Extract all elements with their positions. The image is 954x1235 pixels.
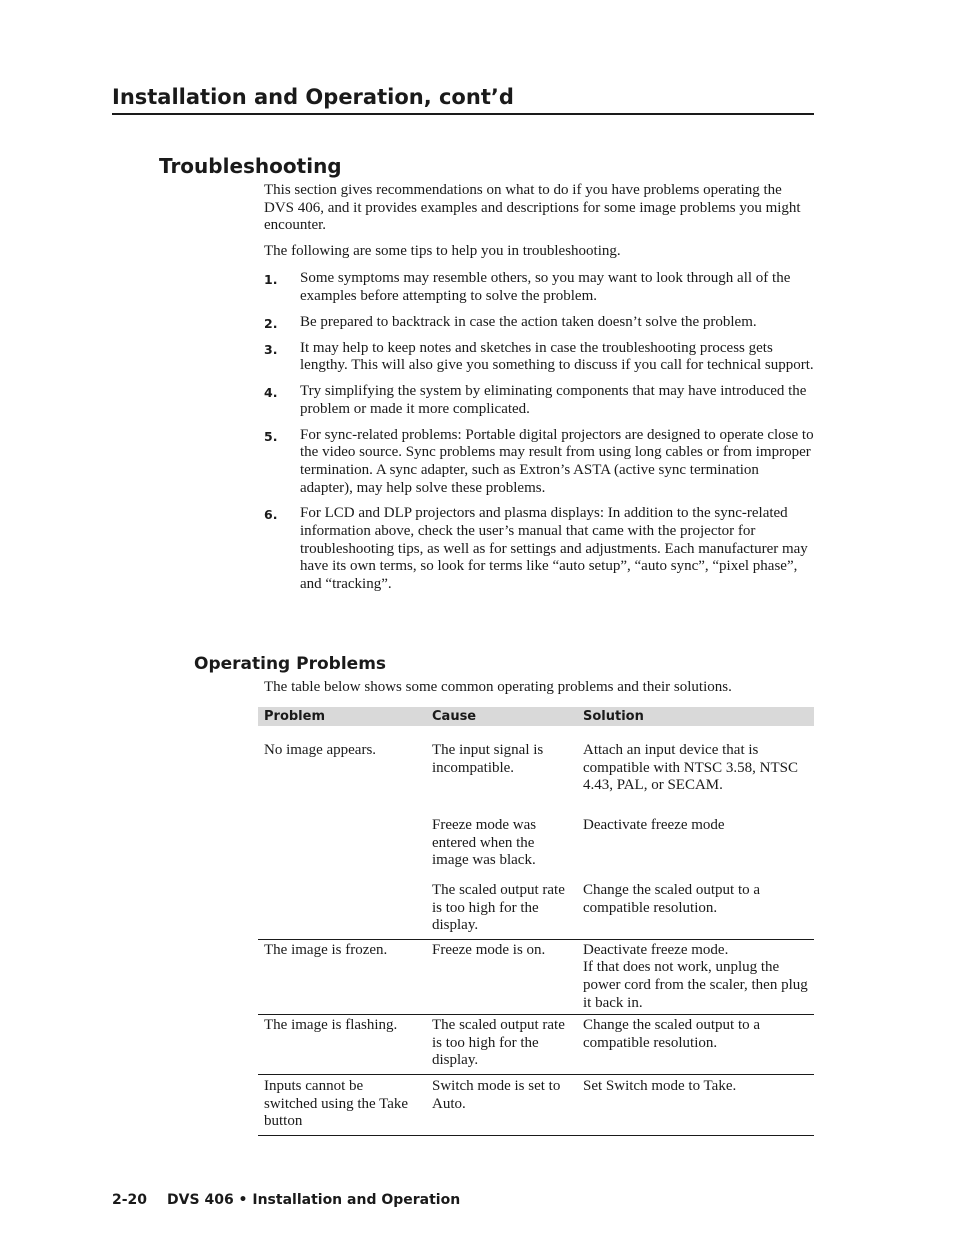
table-row — [258, 1074, 814, 1135]
list-item — [264, 270, 814, 305]
list-item — [264, 427, 814, 497]
subsection-title: Operating Problems — [194, 654, 387, 674]
list-text: Some symptoms may resemble others, so you may want to look through all of the examples before attempting to solve the problem. — [300, 270, 791, 304]
column-header-cause: Cause — [426, 707, 577, 726]
problem-cell-empty — [258, 807, 426, 874]
list-number: 3. — [264, 341, 278, 357]
problem-cell: Inputs cannot be switched using the Take button — [258, 1074, 426, 1135]
tips-intro: The following are some tips to help you in troubleshooting. — [264, 243, 621, 259]
table-row — [258, 874, 814, 939]
list-number: 6. — [264, 507, 278, 523]
problem-cell-empty — [258, 874, 426, 939]
solution-line: Deactivate freeze mode. — [583, 941, 729, 958]
cause-cell: The input signal is incompatible. — [432, 742, 544, 776]
problem-cell: No image appears. — [264, 742, 377, 758]
solution-line: If that does not work, unplug the power cord from the scaler, then plug it back in. — [583, 959, 808, 1011]
operating-problems-table — [258, 707, 814, 1136]
solution-cell: Change the scaled output to a compatible resolution. — [577, 1015, 814, 1075]
list-number: 1. — [264, 272, 278, 287]
table-header-row — [258, 707, 814, 726]
list-item — [264, 383, 814, 418]
list-item — [264, 314, 814, 332]
subsection-intro: The table below shows some common operating problems and their solutions. — [264, 679, 732, 695]
table-row — [258, 939, 814, 1014]
table-row — [258, 726, 814, 807]
list-text: For sync-related problems: Portable digital projectors are designed to operate close to the video source. Sync problems may result from using long cables or from improper termination. A sync adapter, such as Extron’s ASTA (active sync termination adapter), may help solve these problems. — [300, 426, 814, 496]
cause-cell: Switch mode is set to Auto. — [426, 1074, 577, 1135]
solution-cell: Set Switch mode to Take. — [577, 1074, 814, 1135]
problem-cell: The image is frozen. — [258, 939, 426, 1014]
section-title: Troubleshooting — [159, 154, 342, 178]
table-row — [258, 1015, 814, 1075]
list-number: 5. — [264, 428, 278, 444]
solution-cell: Attach an input device that is compatible with NTSC 3.58, NTSC 4.43, PAL, or SECAM. — [583, 742, 798, 794]
solution-cell — [577, 939, 814, 1014]
column-header-solution: Solution — [577, 707, 814, 726]
cause-cell: The scaled output rate is too high for the display. — [426, 874, 577, 939]
page-number: 2-20 — [112, 1192, 148, 1208]
problem-cell: The image is flashing. — [258, 1015, 426, 1075]
list-text: For LCD and DLP projectors and plasma displays: In addition to the sync-related information above, check the user’s manual that came with the projector for troubleshooting tips, as well as for settings and adjustments. Each manufacturer may have its own terms, so look for terms like “auto setup”, “auto sync”, “pixel phase”, and “tracking”. — [300, 505, 808, 592]
list-text: Try simplifying the system by eliminating components that may have introduced the problem or made it more complicated. — [300, 383, 807, 417]
page-header: Installation and Operation, cont’d — [112, 82, 814, 115]
column-header-problem: Problem — [258, 707, 426, 726]
list-text: It may help to keep notes and sketches in case the troubleshooting process gets lengthy. This will also give you something to discuss if you call for technical support. — [300, 339, 814, 374]
cause-cell: Freeze mode was entered when the image was black. — [432, 817, 537, 869]
list-item — [264, 340, 814, 375]
list-item — [264, 505, 814, 593]
document-title: DVS 406 • Installation and Operation — [167, 1192, 461, 1208]
page-footer — [112, 1189, 460, 1211]
section-intro: This section gives recommendations on what to do if you have problems operating the DVS 406, and it provides examples and descriptions for some image problems you might encounter. — [264, 182, 801, 234]
list-number: 2. — [264, 315, 278, 331]
list-text: Be prepared to backtrack in case the action taken doesn’t solve the problem. — [300, 313, 757, 330]
cause-cell: Freeze mode is on. — [426, 939, 577, 1014]
solution-cell: Deactivate freeze mode — [583, 817, 725, 833]
tips-list — [264, 270, 814, 602]
solution-cell: Change the scaled output to a compatible resolution. — [577, 874, 814, 939]
list-number: 4. — [264, 385, 278, 401]
table-row — [258, 807, 814, 874]
cause-cell: The scaled output rate is too high for the display. — [426, 1015, 577, 1075]
